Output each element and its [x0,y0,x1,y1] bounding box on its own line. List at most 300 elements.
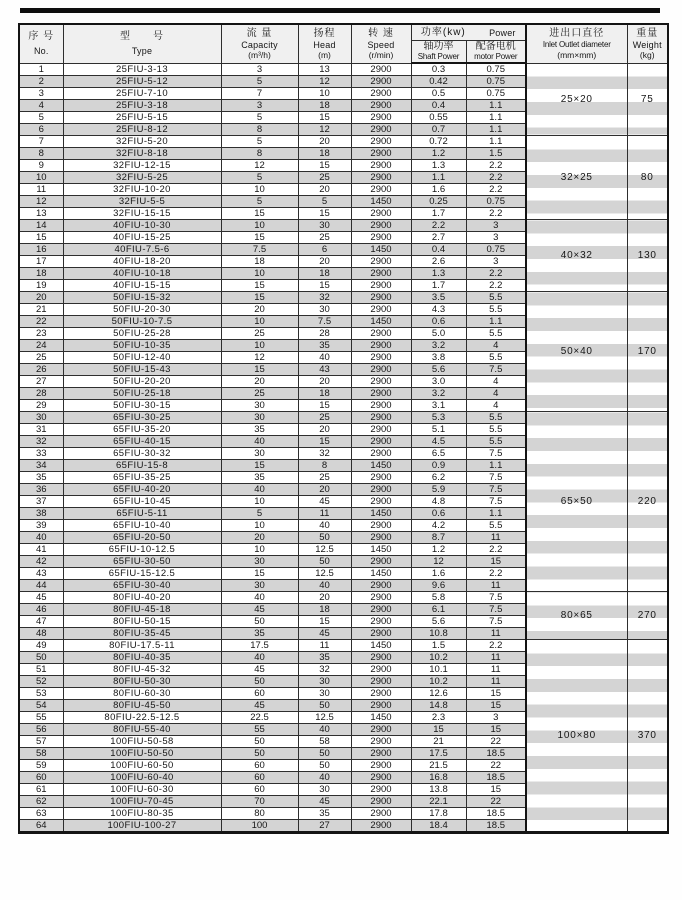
header-no [19,24,63,63]
cell-head: 25 [298,172,351,184]
cell-shaft-power: 0.3 [411,63,466,76]
cell-motor-power: 11 [466,628,526,640]
cell-type: 65FIU-35-20 [63,424,221,436]
cell-head: 15 [298,280,351,292]
cell-head: 40 [298,520,351,532]
cell-head: 20 [298,184,351,196]
cell-type: 65FIU-15-8 [63,460,221,472]
cell-speed: 2900 [351,160,411,172]
cell-speed: 2900 [351,112,411,124]
cell-motor-power: 7.5 [466,616,526,628]
cell-head: 18 [298,148,351,160]
cell-head: 45 [298,628,351,640]
cell-no: 10 [19,172,63,184]
cell-speed: 2900 [351,628,411,640]
cell-speed: 2900 [351,352,411,364]
cell-no: 30 [19,412,63,424]
cell-head: 20 [298,484,351,496]
cell-motor-power: 5.5 [466,412,526,424]
cell-no: 1 [19,63,63,76]
cell-head: 58 [298,736,351,748]
cell-no: 9 [19,160,63,172]
cell-head: 35 [298,808,351,820]
cell-no: 45 [19,592,63,604]
cell-capacity: 15 [221,568,298,580]
cell-weight: 75 [627,63,668,136]
pump-spec-table [18,23,669,834]
cell-no: 27 [19,376,63,388]
cell-capacity: 8 [221,148,298,160]
cell-shaft-power: 0.42 [411,76,466,88]
cell-no: 55 [19,712,63,724]
cell-speed: 2900 [351,484,411,496]
cell-speed: 2900 [351,796,411,808]
cell-shaft-power: 0.5 [411,88,466,100]
cell-type: 100FIU-50-50 [63,748,221,760]
cell-shaft-power: 0.4 [411,100,466,112]
cell-inlet-outlet-diameter: 100×80 [526,640,627,833]
cell-shaft-power: 6.1 [411,604,466,616]
cell-motor-power: 3 [466,256,526,268]
cell-speed: 2900 [351,364,411,376]
header-speed-zh: 转 速 [368,27,394,39]
cell-head: 12.5 [298,568,351,580]
cell-shaft-power: 8.7 [411,532,466,544]
cell-head: 50 [298,700,351,712]
cell-shaft-power: 1.6 [411,184,466,196]
table-row [19,292,668,304]
cell-head: 30 [298,784,351,796]
cell-no: 46 [19,604,63,616]
cell-type: 80FIU-55-40 [63,724,221,736]
cell-speed: 2900 [351,784,411,796]
cell-no: 26 [19,364,63,376]
cell-no: 34 [19,460,63,472]
cell-motor-power: 2.2 [466,160,526,172]
cell-capacity: 5 [221,112,298,124]
cell-type: 25FIU-3-18 [63,100,221,112]
cell-motor-power: 0.75 [466,63,526,76]
cell-type: 65FIU-30-25 [63,412,221,424]
header-weight-unit: (kg) [639,49,655,60]
header-diameter-zh: 进出口直径 [549,27,605,39]
cell-type: 40FIU-18-20 [63,256,221,268]
header-capacity-en: Capacity [241,39,278,50]
table-row [19,640,668,652]
header-speed-unit: (r/min) [368,49,394,60]
cell-inlet-outlet-diameter: 32×25 [526,136,627,220]
cell-motor-power: 7.5 [466,484,526,496]
cell-head: 5 [298,196,351,208]
cell-type: 65FIU-40-15 [63,436,221,448]
cell-speed: 2900 [351,280,411,292]
cell-motor-power: 1.1 [466,124,526,136]
cell-head: 18 [298,604,351,616]
cell-shaft-power: 17.8 [411,808,466,820]
cell-no: 3 [19,88,63,100]
cell-head: 30 [298,688,351,700]
cell-motor-power: 1.1 [466,316,526,328]
cell-type: 80FIU-45-18 [63,604,221,616]
cell-motor-power: 7.5 [466,592,526,604]
cell-capacity: 7 [221,88,298,100]
cell-capacity: 25 [221,388,298,400]
cell-shaft-power: 1.2 [411,544,466,556]
header-head-unit: (m) [318,49,331,60]
cell-type: 25FIU-7-10 [63,88,221,100]
cell-no: 16 [19,244,63,256]
cell-shaft-power: 4.2 [411,520,466,532]
cell-head: 15 [298,400,351,412]
cell-no: 56 [19,724,63,736]
cell-motor-power: 5.5 [466,436,526,448]
cell-type: 65FIU-30-40 [63,580,221,592]
cell-motor-power: 15 [466,784,526,796]
cell-head: 45 [298,796,351,808]
cell-no: 54 [19,700,63,712]
cell-capacity: 30 [221,412,298,424]
cell-capacity: 40 [221,652,298,664]
cell-no: 4 [19,100,63,112]
cell-no: 15 [19,232,63,244]
cell-motor-power: 0.75 [466,76,526,88]
cell-capacity: 55 [221,724,298,736]
cell-no: 52 [19,676,63,688]
header-no-en: No. [33,46,49,57]
cell-no: 29 [19,400,63,412]
cell-shaft-power: 3.2 [411,388,466,400]
cell-head: 32 [298,664,351,676]
cell-motor-power: 2.2 [466,568,526,580]
cell-no: 6 [19,124,63,136]
cell-capacity: 3 [221,63,298,76]
cell-type: 25FIU-5-15 [63,112,221,124]
cell-type: 50FIU-15-43 [63,364,221,376]
cell-type: 50FIU-15-32 [63,292,221,304]
cell-type: 100FIU-60-40 [63,772,221,784]
cell-capacity: 8 [221,124,298,136]
cell-head: 7.5 [298,316,351,328]
table-row [19,412,668,424]
cell-motor-power: 18.5 [466,808,526,820]
cell-no: 57 [19,736,63,748]
cell-no: 39 [19,520,63,532]
cell-type: 80FIU-50-30 [63,676,221,688]
cell-speed: 2900 [351,652,411,664]
cell-speed: 2900 [351,664,411,676]
cell-inlet-outlet-diameter: 40×32 [526,220,627,292]
cell-shaft-power: 5.6 [411,616,466,628]
cell-type: 32FIU-15-15 [63,208,221,220]
cell-motor-power: 15 [466,724,526,736]
cell-motor-power: 2.2 [466,280,526,292]
cell-head: 30 [298,220,351,232]
cell-capacity: 25 [221,328,298,340]
cell-motor-power: 18.5 [466,772,526,784]
cell-capacity: 45 [221,664,298,676]
cell-speed: 2900 [351,76,411,88]
cell-shaft-power: 21 [411,736,466,748]
cell-head: 40 [298,352,351,364]
cell-shaft-power: 22.1 [411,796,466,808]
cell-shaft-power: 1.1 [411,172,466,184]
cell-shaft-power: 12 [411,556,466,568]
cell-weight: 220 [627,412,668,592]
cell-capacity: 15 [221,280,298,292]
header-weight [627,24,668,63]
cell-head: 25 [298,412,351,424]
cell-motor-power: 0.75 [466,244,526,256]
cell-no: 47 [19,616,63,628]
cell-type: 65FIU-30-32 [63,448,221,460]
cell-motor-power: 11 [466,676,526,688]
cell-speed: 2900 [351,148,411,160]
cell-shaft-power: 16.8 [411,772,466,784]
cell-speed: 2900 [351,88,411,100]
cell-shaft-power: 0.72 [411,136,466,148]
cell-speed: 2900 [351,400,411,412]
cell-speed: 2900 [351,808,411,820]
cell-capacity: 15 [221,292,298,304]
cell-speed: 2900 [351,580,411,592]
cell-motor-power: 2.2 [466,208,526,220]
cell-capacity: 20 [221,304,298,316]
cell-no: 35 [19,472,63,484]
cell-type: 80FIU-40-35 [63,652,221,664]
cell-capacity: 10 [221,544,298,556]
cell-head: 40 [298,724,351,736]
cell-motor-power: 4 [466,400,526,412]
cell-type: 50FIU-10-35 [63,340,221,352]
cell-type: 80FIU-40-20 [63,592,221,604]
cell-no: 12 [19,196,63,208]
cell-capacity: 17.5 [221,640,298,652]
cell-no: 63 [19,808,63,820]
cell-capacity: 60 [221,688,298,700]
cell-shaft-power: 0.9 [411,460,466,472]
cell-type: 80FIU-50-15 [63,616,221,628]
cell-shaft-power: 0.4 [411,244,466,256]
cell-motor-power: 7.5 [466,604,526,616]
cell-head: 10 [298,88,351,100]
header-head [298,24,351,63]
cell-no: 38 [19,508,63,520]
cell-motor-power: 7.5 [466,364,526,376]
cell-motor-power: 5.5 [466,520,526,532]
cell-type: 40FIU-15-25 [63,232,221,244]
cell-capacity: 35 [221,628,298,640]
cell-shaft-power: 15 [411,724,466,736]
cell-motor-power: 3 [466,712,526,724]
cell-shaft-power: 0.6 [411,508,466,520]
cell-speed: 2900 [351,220,411,232]
cell-type: 50FIU-20-30 [63,304,221,316]
cell-no: 13 [19,208,63,220]
cell-capacity: 10 [221,340,298,352]
cell-no: 43 [19,568,63,580]
cell-type: 65FIU-30-50 [63,556,221,568]
cell-no: 64 [19,820,63,833]
cell-shaft-power: 21.5 [411,760,466,772]
header-shaft-power-zh: 轴功率 [423,41,454,52]
cell-motor-power: 15 [466,556,526,568]
cell-no: 25 [19,352,63,364]
cell-motor-power: 4 [466,388,526,400]
cell-no: 42 [19,556,63,568]
cell-no: 21 [19,304,63,316]
cell-motor-power: 5.5 [466,292,526,304]
cell-shaft-power: 3.2 [411,340,466,352]
cell-motor-power: 18.5 [466,748,526,760]
cell-weight: 130 [627,220,668,292]
cell-motor-power: 2.2 [466,640,526,652]
cell-no: 18 [19,268,63,280]
cell-motor-power: 3 [466,220,526,232]
cell-shaft-power: 1.3 [411,160,466,172]
cell-speed: 2900 [351,472,411,484]
header-power-en: Power [489,27,516,38]
cell-motor-power: 0.75 [466,196,526,208]
cell-head: 30 [298,676,351,688]
cell-type: 50FIU-10-7.5 [63,316,221,328]
cell-motor-power: 7.5 [466,448,526,460]
cell-speed: 1450 [351,316,411,328]
cell-shaft-power: 1.7 [411,280,466,292]
cell-shaft-power: 17.5 [411,748,466,760]
cell-no: 60 [19,772,63,784]
cell-no: 40 [19,532,63,544]
cell-capacity: 22.5 [221,712,298,724]
cell-head: 15 [298,160,351,172]
cell-type: 80FIU-17.5-11 [63,640,221,652]
cell-no: 53 [19,688,63,700]
cell-inlet-outlet-diameter: 65×50 [526,412,627,592]
cell-weight: 80 [627,136,668,220]
cell-capacity: 30 [221,556,298,568]
cell-type: 65FIU-10-12.5 [63,544,221,556]
cell-head: 11 [298,508,351,520]
cell-no: 48 [19,628,63,640]
cell-capacity: 7.5 [221,244,298,256]
cell-type: 100FIU-100-27 [63,820,221,833]
cell-shaft-power: 1.7 [411,208,466,220]
header-diameter [526,24,627,63]
cell-capacity: 10 [221,220,298,232]
cell-shaft-power: 9.6 [411,580,466,592]
cell-capacity: 60 [221,760,298,772]
cell-speed: 1450 [351,640,411,652]
cell-no: 5 [19,112,63,124]
header-type [63,24,221,63]
cell-speed: 2900 [351,724,411,736]
cell-no: 2 [19,76,63,88]
cell-shaft-power: 0.7 [411,124,466,136]
cell-motor-power: 5.5 [466,304,526,316]
cell-motor-power: 7.5 [466,472,526,484]
cell-shaft-power: 18.4 [411,820,466,833]
cell-speed: 2900 [351,496,411,508]
cell-type: 80FIU-35-45 [63,628,221,640]
spec-table-body [19,63,668,833]
cell-shaft-power: 6.5 [411,448,466,460]
header-capacity-zh: 流 量 [246,27,273,39]
cell-motor-power: 1.1 [466,460,526,472]
header-speed [351,24,411,63]
cell-shaft-power: 2.3 [411,712,466,724]
cell-head: 11 [298,640,351,652]
cell-speed: 2900 [351,412,411,424]
cell-motor-power: 0.75 [466,88,526,100]
cell-speed: 2900 [351,736,411,748]
cell-speed: 2900 [351,688,411,700]
cell-type: 32FIU-12-15 [63,160,221,172]
cell-shaft-power: 14.8 [411,700,466,712]
cell-no: 59 [19,760,63,772]
cell-type: 40FIU-10-18 [63,268,221,280]
cell-motor-power: 4 [466,340,526,352]
cell-head: 50 [298,748,351,760]
header-type-en: Type [131,46,153,57]
header-head-en: Head [313,39,336,50]
cell-type: 100FIU-60-50 [63,760,221,772]
cell-weight: 170 [627,292,668,412]
cell-head: 20 [298,424,351,436]
cell-speed: 1450 [351,196,411,208]
cell-no: 17 [19,256,63,268]
header-no-zh: 序 号 [28,31,55,43]
cell-inlet-outlet-diameter: 50×40 [526,292,627,412]
header-capacity [221,24,298,63]
cell-shaft-power: 5.3 [411,412,466,424]
cell-speed: 2900 [351,232,411,244]
header-type-zh: 型 号 [120,31,164,43]
cell-no: 32 [19,436,63,448]
cell-head: 43 [298,364,351,376]
cell-no: 23 [19,328,63,340]
cell-head: 15 [298,112,351,124]
cell-capacity: 30 [221,448,298,460]
cell-shaft-power: 1.2 [411,148,466,160]
cell-speed: 2900 [351,172,411,184]
cell-capacity: 15 [221,208,298,220]
cell-type: 100FIU-60-30 [63,784,221,796]
cell-capacity: 15 [221,232,298,244]
cell-head: 40 [298,580,351,592]
cell-no: 62 [19,796,63,808]
cell-capacity: 45 [221,604,298,616]
header-weight-en: Weight [632,39,662,50]
cell-head: 18 [298,268,351,280]
cell-speed: 2900 [351,772,411,784]
cell-head: 27 [298,820,351,833]
cell-type: 80FIU-22.5-12.5 [63,712,221,724]
cell-no: 41 [19,544,63,556]
cell-head: 35 [298,652,351,664]
cell-shaft-power: 6.2 [411,472,466,484]
cell-motor-power: 22 [466,736,526,748]
cell-head: 8 [298,460,351,472]
cell-type: 80FIU-45-32 [63,664,221,676]
cell-capacity: 5 [221,172,298,184]
cell-type: 25FIU-8-12 [63,124,221,136]
header-diameter-unit: (mm×mm) [557,49,597,60]
cell-head: 15 [298,208,351,220]
cell-speed: 2900 [351,604,411,616]
cell-speed: 2900 [351,760,411,772]
cell-shaft-power: 2.6 [411,256,466,268]
cell-speed: 1450 [351,568,411,580]
cell-capacity: 15 [221,460,298,472]
